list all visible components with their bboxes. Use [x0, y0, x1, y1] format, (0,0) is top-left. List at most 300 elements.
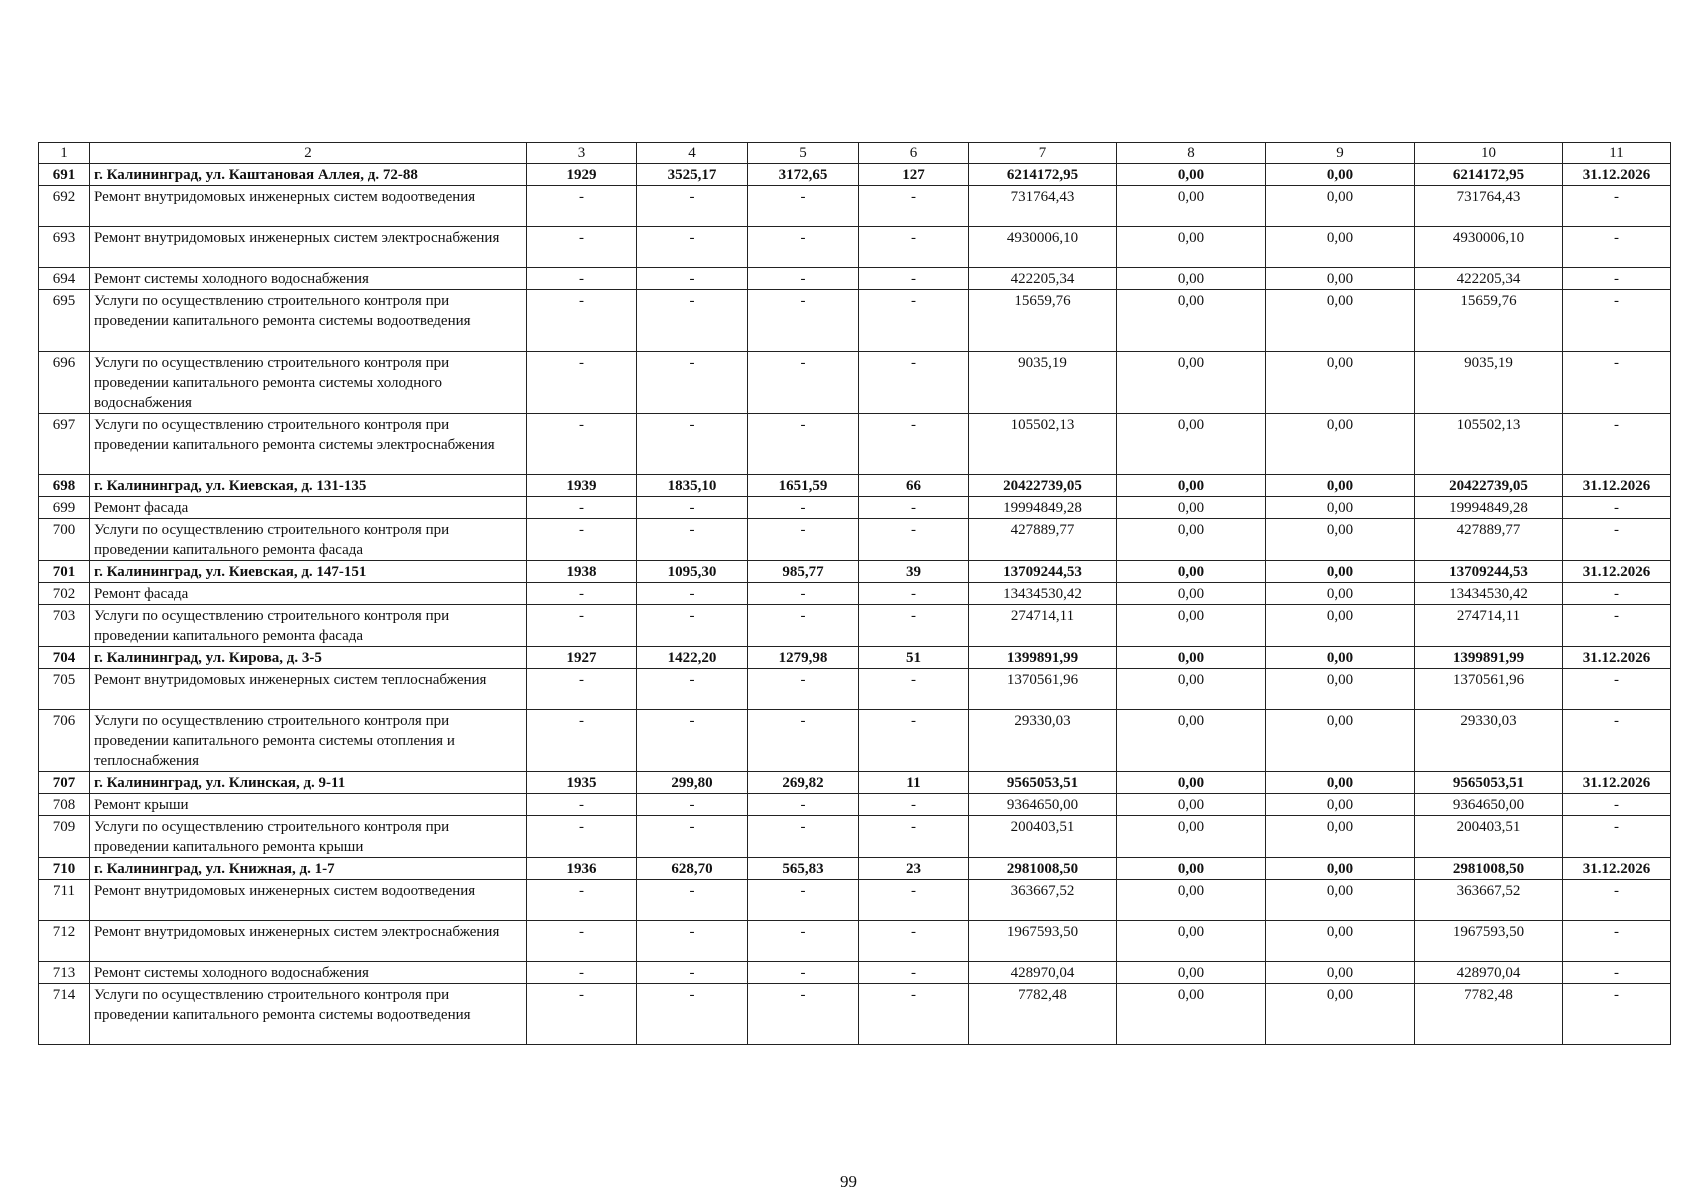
- fund-cost-cell: 0,00: [1117, 962, 1266, 984]
- deadline-cell: -: [1563, 583, 1671, 605]
- total-area-cell: -: [637, 962, 748, 984]
- description-cell: г. Калининград, ул. Кирова, д. 3-5: [90, 647, 527, 669]
- year-cell: -: [527, 669, 637, 710]
- total-area-cell: -: [637, 290, 748, 352]
- total-cost-cell: 20422739,05: [969, 475, 1117, 497]
- row-number-cell: 710: [39, 858, 90, 880]
- year-cell: -: [527, 583, 637, 605]
- row-number-cell: 694: [39, 268, 90, 290]
- year-cell: -: [527, 962, 637, 984]
- description-cell: Ремонт внутридомовых инженерных систем водоотведения: [90, 186, 527, 227]
- row-number-cell: 705: [39, 669, 90, 710]
- residents-cell: -: [859, 921, 969, 962]
- deadline-cell: -: [1563, 414, 1671, 475]
- work-item-row: [39, 669, 1671, 710]
- living-area-cell: -: [748, 497, 859, 519]
- residents-cell: -: [859, 816, 969, 858]
- column-header: 6: [859, 143, 969, 164]
- total-cost-cell: 1370561,96: [969, 669, 1117, 710]
- residents-cell: -: [859, 352, 969, 414]
- total-cost-cell: 427889,77: [969, 519, 1117, 561]
- row-number-cell: 699: [39, 497, 90, 519]
- owners-cost-cell: 4930006,10: [1415, 227, 1563, 268]
- other-cost-cell: 0,00: [1266, 186, 1415, 227]
- address-row: [39, 561, 1671, 583]
- residents-cell: -: [859, 290, 969, 352]
- total-area-cell: 1095,30: [637, 561, 748, 583]
- fund-cost-cell: 0,00: [1117, 519, 1266, 561]
- living-area-cell: -: [748, 227, 859, 268]
- description-cell: Услуги по осуществлению строительного контроля при проведении капитального ремонта системы водоотведения: [90, 290, 527, 352]
- year-cell: -: [527, 497, 637, 519]
- description-cell: г. Калининград, ул. Киевская, д. 131-135: [90, 475, 527, 497]
- row-number-cell: 708: [39, 794, 90, 816]
- year-cell: 1935: [527, 772, 637, 794]
- deadline-cell: -: [1563, 669, 1671, 710]
- owners-cost-cell: 13709244,53: [1415, 561, 1563, 583]
- living-area-cell: 565,83: [748, 858, 859, 880]
- description-cell: Ремонт крыши: [90, 794, 527, 816]
- deadline-cell: -: [1563, 880, 1671, 921]
- work-item-row: [39, 497, 1671, 519]
- fund-cost-cell: 0,00: [1117, 497, 1266, 519]
- deadline-cell: 31.12.2026: [1563, 475, 1671, 497]
- work-item-row: [39, 414, 1671, 475]
- fund-cost-cell: 0,00: [1117, 290, 1266, 352]
- living-area-cell: 985,77: [748, 561, 859, 583]
- column-header: 4: [637, 143, 748, 164]
- column-header: 8: [1117, 143, 1266, 164]
- total-cost-cell: 1399891,99: [969, 647, 1117, 669]
- owners-cost-cell: 20422739,05: [1415, 475, 1563, 497]
- total-area-cell: 299,80: [637, 772, 748, 794]
- fund-cost-cell: 0,00: [1117, 647, 1266, 669]
- total-cost-cell: 428970,04: [969, 962, 1117, 984]
- description-cell: Услуги по осуществлению строительного контроля при проведении капитального ремонта фасада: [90, 605, 527, 647]
- fund-cost-cell: 0,00: [1117, 984, 1266, 1045]
- deadline-cell: 31.12.2026: [1563, 772, 1671, 794]
- other-cost-cell: 0,00: [1266, 605, 1415, 647]
- fund-cost-cell: 0,00: [1117, 605, 1266, 647]
- owners-cost-cell: 9035,19: [1415, 352, 1563, 414]
- living-area-cell: -: [748, 710, 859, 772]
- year-cell: 1929: [527, 164, 637, 186]
- column-header: 11: [1563, 143, 1671, 164]
- residents-cell: -: [859, 710, 969, 772]
- total-cost-cell: 363667,52: [969, 880, 1117, 921]
- residents-cell: -: [859, 519, 969, 561]
- owners-cost-cell: 19994849,28: [1415, 497, 1563, 519]
- column-header: 7: [969, 143, 1117, 164]
- description-cell: Ремонт фасада: [90, 497, 527, 519]
- other-cost-cell: 0,00: [1266, 414, 1415, 475]
- work-item-row: [39, 268, 1671, 290]
- year-cell: 1938: [527, 561, 637, 583]
- deadline-cell: -: [1563, 816, 1671, 858]
- total-area-cell: -: [637, 268, 748, 290]
- total-cost-cell: 9565053,51: [969, 772, 1117, 794]
- owners-cost-cell: 29330,03: [1415, 710, 1563, 772]
- work-item-row: [39, 290, 1671, 352]
- fund-cost-cell: 0,00: [1117, 669, 1266, 710]
- address-row: [39, 772, 1671, 794]
- row-number-cell: 695: [39, 290, 90, 352]
- residents-cell: 39: [859, 561, 969, 583]
- description-cell: г. Калининград, ул. Книжная, д. 1-7: [90, 858, 527, 880]
- living-area-cell: -: [748, 352, 859, 414]
- total-cost-cell: 9035,19: [969, 352, 1117, 414]
- total-area-cell: 628,70: [637, 858, 748, 880]
- total-cost-cell: 2981008,50: [969, 858, 1117, 880]
- total-cost-cell: 6214172,95: [969, 164, 1117, 186]
- living-area-cell: -: [748, 290, 859, 352]
- residents-cell: -: [859, 414, 969, 475]
- total-area-cell: -: [637, 519, 748, 561]
- residents-cell: -: [859, 880, 969, 921]
- fund-cost-cell: 0,00: [1117, 352, 1266, 414]
- year-cell: -: [527, 186, 637, 227]
- total-area-cell: -: [637, 816, 748, 858]
- deadline-cell: -: [1563, 290, 1671, 352]
- description-cell: Услуги по осуществлению строительного контроля при проведении капитального ремонта системы электроснабжения: [90, 414, 527, 475]
- living-area-cell: 1651,59: [748, 475, 859, 497]
- fund-cost-cell: 0,00: [1117, 858, 1266, 880]
- document-sheet: [38, 142, 1660, 1045]
- address-row: [39, 858, 1671, 880]
- total-area-cell: -: [637, 497, 748, 519]
- other-cost-cell: 0,00: [1266, 647, 1415, 669]
- year-cell: -: [527, 880, 637, 921]
- residents-cell: 66: [859, 475, 969, 497]
- description-cell: Ремонт системы холодного водоснабжения: [90, 962, 527, 984]
- owners-cost-cell: 13434530,42: [1415, 583, 1563, 605]
- work-item-row: [39, 921, 1671, 962]
- owners-cost-cell: 9565053,51: [1415, 772, 1563, 794]
- owners-cost-cell: 15659,76: [1415, 290, 1563, 352]
- other-cost-cell: 0,00: [1266, 858, 1415, 880]
- work-item-row: [39, 352, 1671, 414]
- work-item-row: [39, 605, 1671, 647]
- year-cell: -: [527, 519, 637, 561]
- other-cost-cell: 0,00: [1266, 669, 1415, 710]
- total-cost-cell: 9364650,00: [969, 794, 1117, 816]
- deadline-cell: -: [1563, 962, 1671, 984]
- deadline-cell: -: [1563, 921, 1671, 962]
- fund-cost-cell: 0,00: [1117, 414, 1266, 475]
- total-cost-cell: 13434530,42: [969, 583, 1117, 605]
- deadline-cell: -: [1563, 227, 1671, 268]
- living-area-cell: -: [748, 583, 859, 605]
- total-area-cell: -: [637, 605, 748, 647]
- total-area-cell: -: [637, 227, 748, 268]
- deadline-cell: -: [1563, 605, 1671, 647]
- fund-cost-cell: 0,00: [1117, 880, 1266, 921]
- deadline-cell: -: [1563, 186, 1671, 227]
- other-cost-cell: 0,00: [1266, 475, 1415, 497]
- other-cost-cell: 0,00: [1266, 561, 1415, 583]
- owners-cost-cell: 422205,34: [1415, 268, 1563, 290]
- description-cell: г. Калининград, ул. Каштановая Аллея, д. 72-88: [90, 164, 527, 186]
- owners-cost-cell: 2981008,50: [1415, 858, 1563, 880]
- description-cell: г. Калининград, ул. Киевская, д. 147-151: [90, 561, 527, 583]
- other-cost-cell: 0,00: [1266, 794, 1415, 816]
- living-area-cell: -: [748, 268, 859, 290]
- residents-cell: -: [859, 669, 969, 710]
- year-cell: -: [527, 290, 637, 352]
- fund-cost-cell: 0,00: [1117, 816, 1266, 858]
- deadline-cell: 31.12.2026: [1563, 164, 1671, 186]
- row-number-cell: 698: [39, 475, 90, 497]
- living-area-cell: -: [748, 414, 859, 475]
- residents-cell: -: [859, 186, 969, 227]
- residents-cell: 127: [859, 164, 969, 186]
- living-area-cell: -: [748, 605, 859, 647]
- column-header: 9: [1266, 143, 1415, 164]
- deadline-cell: 31.12.2026: [1563, 647, 1671, 669]
- work-item-row: [39, 984, 1671, 1045]
- other-cost-cell: 0,00: [1266, 984, 1415, 1045]
- total-area-cell: -: [637, 921, 748, 962]
- living-area-cell: -: [748, 984, 859, 1045]
- row-number-cell: 703: [39, 605, 90, 647]
- residents-cell: 23: [859, 858, 969, 880]
- owners-cost-cell: 1399891,99: [1415, 647, 1563, 669]
- year-cell: 1939: [527, 475, 637, 497]
- address-row: [39, 475, 1671, 497]
- fund-cost-cell: 0,00: [1117, 186, 1266, 227]
- other-cost-cell: 0,00: [1266, 710, 1415, 772]
- description-cell: Ремонт внутридомовых инженерных систем теплоснабжения: [90, 669, 527, 710]
- work-item-row: [39, 583, 1671, 605]
- total-area-cell: 1422,20: [637, 647, 748, 669]
- total-cost-cell: 422205,34: [969, 268, 1117, 290]
- year-cell: 1936: [527, 858, 637, 880]
- total-cost-cell: 200403,51: [969, 816, 1117, 858]
- deadline-cell: -: [1563, 352, 1671, 414]
- owners-cost-cell: 1967593,50: [1415, 921, 1563, 962]
- living-area-cell: -: [748, 962, 859, 984]
- residents-cell: -: [859, 962, 969, 984]
- row-number-cell: 711: [39, 880, 90, 921]
- other-cost-cell: 0,00: [1266, 352, 1415, 414]
- description-cell: Услуги по осуществлению строительного контроля при проведении капитального ремонта системы отопления и теплоснабжения: [90, 710, 527, 772]
- other-cost-cell: 0,00: [1266, 268, 1415, 290]
- living-area-cell: 269,82: [748, 772, 859, 794]
- fund-cost-cell: 0,00: [1117, 794, 1266, 816]
- residents-cell: -: [859, 984, 969, 1045]
- owners-cost-cell: 7782,48: [1415, 984, 1563, 1045]
- deadline-cell: 31.12.2026: [1563, 858, 1671, 880]
- total-cost-cell: 29330,03: [969, 710, 1117, 772]
- row-number-cell: 712: [39, 921, 90, 962]
- row-number-cell: 701: [39, 561, 90, 583]
- other-cost-cell: 0,00: [1266, 290, 1415, 352]
- description-cell: Услуги по осуществлению строительного контроля при проведении капитального ремонта системы водоотведения: [90, 984, 527, 1045]
- living-area-cell: -: [748, 519, 859, 561]
- row-number-cell: 692: [39, 186, 90, 227]
- column-header: 1: [39, 143, 90, 164]
- row-number-cell: 714: [39, 984, 90, 1045]
- description-cell: Ремонт фасада: [90, 583, 527, 605]
- total-area-cell: -: [637, 984, 748, 1045]
- row-number-cell: 707: [39, 772, 90, 794]
- living-area-cell: -: [748, 794, 859, 816]
- description-cell: Ремонт внутридомовых инженерных систем электроснабжения: [90, 921, 527, 962]
- other-cost-cell: 0,00: [1266, 880, 1415, 921]
- living-area-cell: -: [748, 186, 859, 227]
- row-number-cell: 706: [39, 710, 90, 772]
- row-number-cell: 704: [39, 647, 90, 669]
- owners-cost-cell: 731764,43: [1415, 186, 1563, 227]
- work-item-row: [39, 227, 1671, 268]
- year-cell: -: [527, 984, 637, 1045]
- description-cell: Ремонт внутридомовых инженерных систем электроснабжения: [90, 227, 527, 268]
- deadline-cell: 31.12.2026: [1563, 561, 1671, 583]
- deadline-cell: -: [1563, 794, 1671, 816]
- description-cell: Услуги по осуществлению строительного контроля при проведении капитального ремонта крыши: [90, 816, 527, 858]
- other-cost-cell: 0,00: [1266, 583, 1415, 605]
- page-number: 99: [840, 1172, 857, 1191]
- description-cell: Услуги по осуществлению строительного контроля при проведении капитального ремонта системы холодного водоснабжения: [90, 352, 527, 414]
- fund-cost-cell: 0,00: [1117, 921, 1266, 962]
- fund-cost-cell: 0,00: [1117, 772, 1266, 794]
- fund-cost-cell: 0,00: [1117, 710, 1266, 772]
- total-cost-cell: 13709244,53: [969, 561, 1117, 583]
- year-cell: -: [527, 816, 637, 858]
- residents-cell: 11: [859, 772, 969, 794]
- fund-cost-cell: 0,00: [1117, 227, 1266, 268]
- year-cell: -: [527, 414, 637, 475]
- work-item-row: [39, 710, 1671, 772]
- year-cell: 1927: [527, 647, 637, 669]
- row-number-cell: 693: [39, 227, 90, 268]
- residents-cell: -: [859, 268, 969, 290]
- other-cost-cell: 0,00: [1266, 164, 1415, 186]
- total-area-cell: 3525,17: [637, 164, 748, 186]
- other-cost-cell: 0,00: [1266, 227, 1415, 268]
- other-cost-cell: 0,00: [1266, 519, 1415, 561]
- owners-cost-cell: 9364650,00: [1415, 794, 1563, 816]
- table-body: [39, 143, 1671, 1045]
- total-area-cell: -: [637, 583, 748, 605]
- fund-cost-cell: 0,00: [1117, 475, 1266, 497]
- owners-cost-cell: 200403,51: [1415, 816, 1563, 858]
- total-area-cell: -: [637, 186, 748, 227]
- row-number-cell: 696: [39, 352, 90, 414]
- deadline-cell: -: [1563, 710, 1671, 772]
- deadline-cell: -: [1563, 497, 1671, 519]
- total-cost-cell: 19994849,28: [969, 497, 1117, 519]
- total-cost-cell: 7782,48: [969, 984, 1117, 1045]
- owners-cost-cell: 363667,52: [1415, 880, 1563, 921]
- address-row: [39, 164, 1671, 186]
- other-cost-cell: 0,00: [1266, 921, 1415, 962]
- row-number-cell: 691: [39, 164, 90, 186]
- year-cell: -: [527, 227, 637, 268]
- column-header: 2: [90, 143, 527, 164]
- owners-cost-cell: 1370561,96: [1415, 669, 1563, 710]
- total-cost-cell: 105502,13: [969, 414, 1117, 475]
- residents-cell: -: [859, 227, 969, 268]
- residents-cell: -: [859, 794, 969, 816]
- description-cell: Ремонт системы холодного водоснабжения: [90, 268, 527, 290]
- year-cell: -: [527, 710, 637, 772]
- owners-cost-cell: 6214172,95: [1415, 164, 1563, 186]
- total-area-cell: -: [637, 880, 748, 921]
- deadline-cell: -: [1563, 519, 1671, 561]
- total-cost-cell: 731764,43: [969, 186, 1117, 227]
- row-number-cell: 713: [39, 962, 90, 984]
- owners-cost-cell: 427889,77: [1415, 519, 1563, 561]
- repair-program-table: [38, 142, 1671, 1045]
- owners-cost-cell: 274714,11: [1415, 605, 1563, 647]
- total-area-cell: -: [637, 794, 748, 816]
- living-area-cell: -: [748, 921, 859, 962]
- row-number-cell: 697: [39, 414, 90, 475]
- row-number-cell: 702: [39, 583, 90, 605]
- total-area-cell: -: [637, 710, 748, 772]
- other-cost-cell: 0,00: [1266, 816, 1415, 858]
- description-cell: г. Калининград, ул. Клинская, д. 9-11: [90, 772, 527, 794]
- other-cost-cell: 0,00: [1266, 772, 1415, 794]
- total-cost-cell: 4930006,10: [969, 227, 1117, 268]
- work-item-row: [39, 519, 1671, 561]
- other-cost-cell: 0,00: [1266, 497, 1415, 519]
- deadline-cell: -: [1563, 984, 1671, 1045]
- fund-cost-cell: 0,00: [1117, 561, 1266, 583]
- total-cost-cell: 15659,76: [969, 290, 1117, 352]
- column-number-row: [39, 143, 1671, 164]
- residents-cell: 51: [859, 647, 969, 669]
- column-header: 3: [527, 143, 637, 164]
- work-item-row: [39, 880, 1671, 921]
- address-row: [39, 647, 1671, 669]
- residents-cell: -: [859, 497, 969, 519]
- living-area-cell: 1279,98: [748, 647, 859, 669]
- work-item-row: [39, 186, 1671, 227]
- total-area-cell: -: [637, 352, 748, 414]
- fund-cost-cell: 0,00: [1117, 583, 1266, 605]
- residents-cell: -: [859, 583, 969, 605]
- row-number-cell: 709: [39, 816, 90, 858]
- total-area-cell: 1835,10: [637, 475, 748, 497]
- year-cell: -: [527, 921, 637, 962]
- other-cost-cell: 0,00: [1266, 962, 1415, 984]
- fund-cost-cell: 0,00: [1117, 268, 1266, 290]
- owners-cost-cell: 428970,04: [1415, 962, 1563, 984]
- work-item-row: [39, 794, 1671, 816]
- work-item-row: [39, 816, 1671, 858]
- description-cell: Услуги по осуществлению строительного контроля при проведении капитального ремонта фасада: [90, 519, 527, 561]
- living-area-cell: -: [748, 816, 859, 858]
- total-cost-cell: 274714,11: [969, 605, 1117, 647]
- fund-cost-cell: 0,00: [1117, 164, 1266, 186]
- residents-cell: -: [859, 605, 969, 647]
- column-header: 10: [1415, 143, 1563, 164]
- row-number-cell: 700: [39, 519, 90, 561]
- year-cell: -: [527, 352, 637, 414]
- column-header: 5: [748, 143, 859, 164]
- work-item-row: [39, 962, 1671, 984]
- total-area-cell: -: [637, 414, 748, 475]
- year-cell: -: [527, 794, 637, 816]
- total-cost-cell: 1967593,50: [969, 921, 1117, 962]
- living-area-cell: -: [748, 669, 859, 710]
- total-area-cell: -: [637, 669, 748, 710]
- owners-cost-cell: 105502,13: [1415, 414, 1563, 475]
- year-cell: -: [527, 268, 637, 290]
- living-area-cell: -: [748, 880, 859, 921]
